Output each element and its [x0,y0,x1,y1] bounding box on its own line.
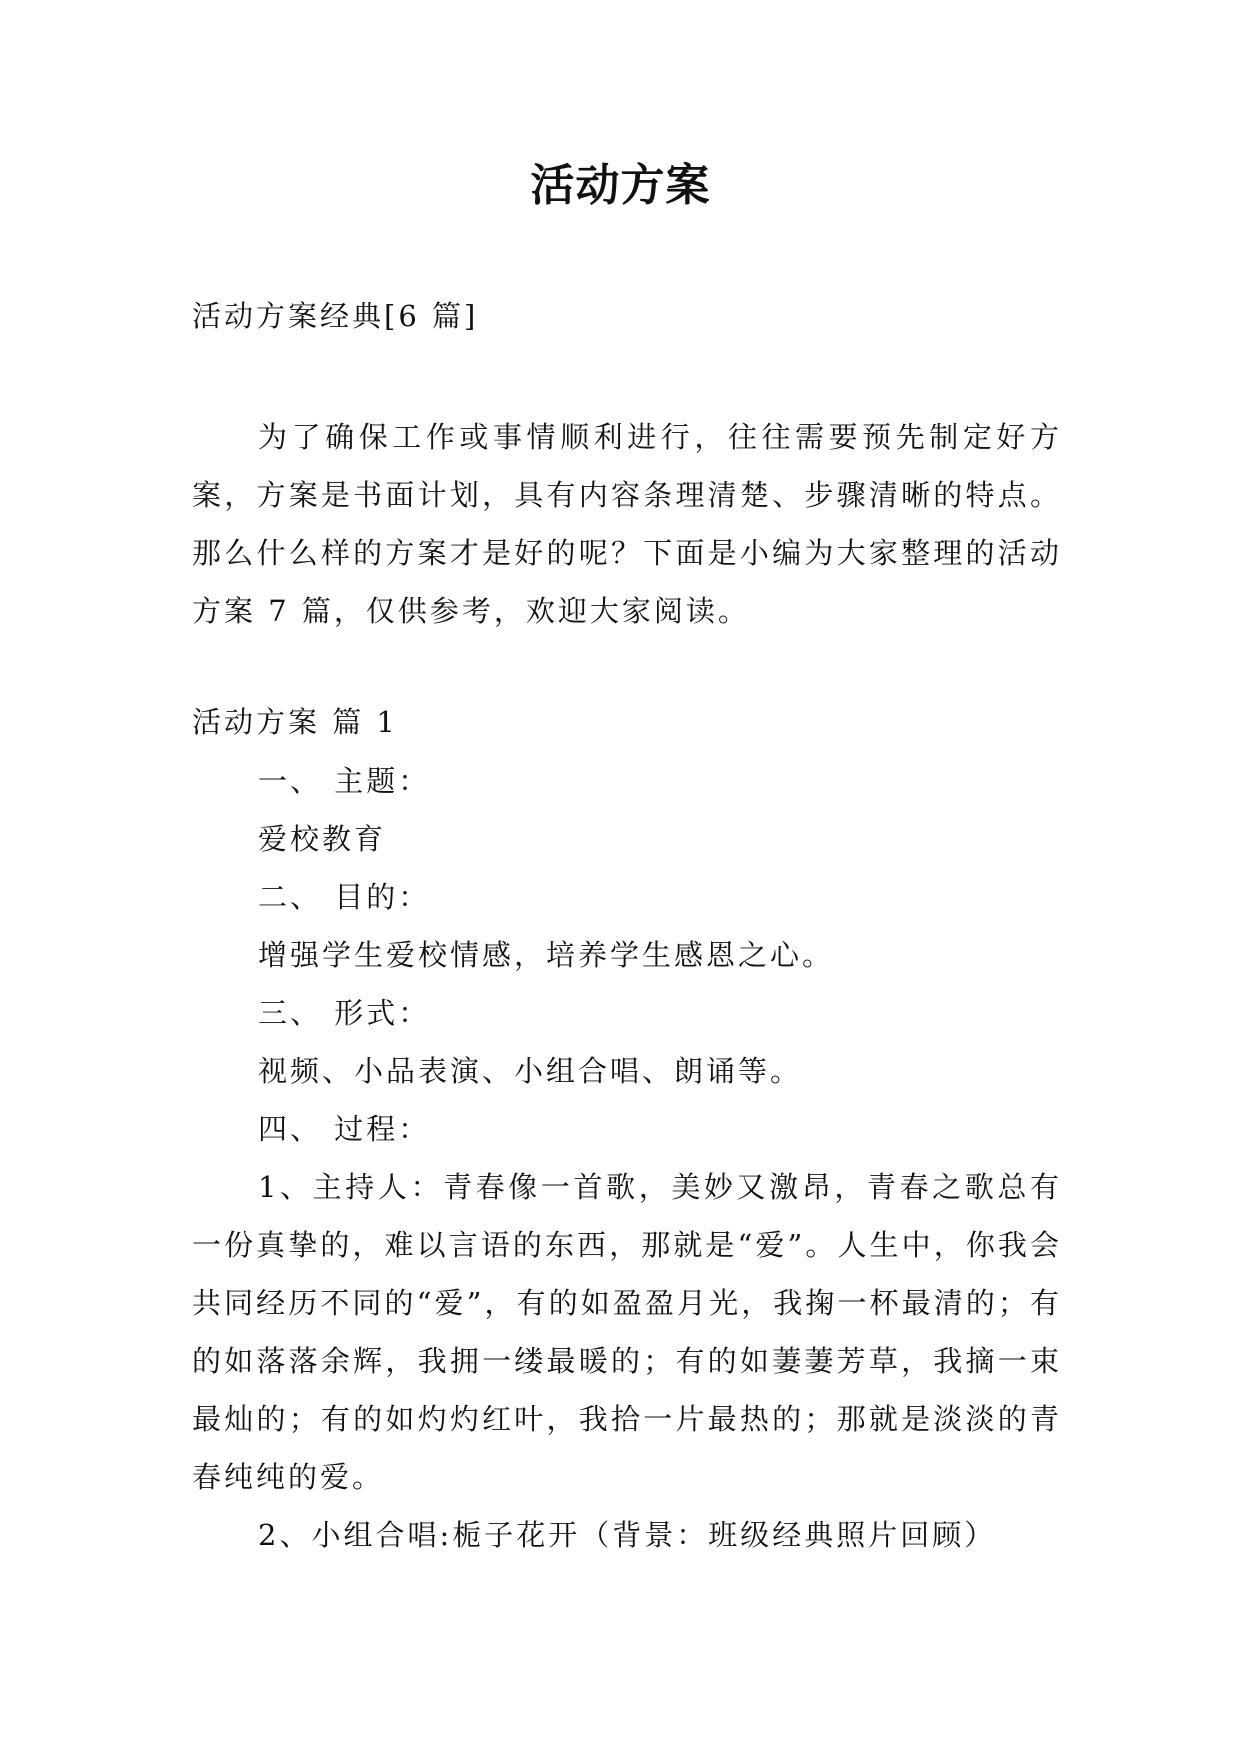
form-label: 三、 形式： [258,996,431,1030]
theme-label: 一、 主题： [258,764,431,798]
purpose-value: 增强学生爱校情感，培养学生感恩之心。 [258,938,835,972]
theme-value: 爱校教育 [258,822,387,856]
process-step-2: 2、小组合唱:栀子花开（背景：班级经典照片回顾） [258,1518,997,1552]
section-heading: 活动方案 篇 1 [192,705,398,739]
document-title: 活动方案 [530,160,711,211]
process-label: 四、 过程： [258,1112,431,1146]
form-value: 视频、小品表演、小组合唱、朗诵等。 [258,1054,803,1088]
section-body [192,752,1062,1564]
intro-paragraph: 为了确保工作或事情顺利进行，往往需要预先制定好方案，方案是书面计划，具有内容条理清楚、步骤清晰的特点。那么什么样的方案才是好的呢？下面是小编为大家整理的活动方案 7 篇，仅供参考，欢迎大家阅读。 [192,420,1062,628]
purpose-label: 二、 目的： [258,880,431,914]
process-step-1: 1、主持人：青春像一首歌，美妙又激昂，青春之歌总有一份真挚的，难以言语的东西，那就是“爱”。人生中，你我会共同经历不同的“爱”，有的如盈盈月光，我掬一杯最清的；有的如落落余辉，我拥一缕最暖的；有的如萋萋芳草，我摘一束最灿的；有的如灼灼红叶，我拾一片最热的；那就是淡淡的青春纯纯的爱。 [192,1170,1062,1494]
document-subtitle: 活动方案经典[6 篇] [192,299,479,333]
